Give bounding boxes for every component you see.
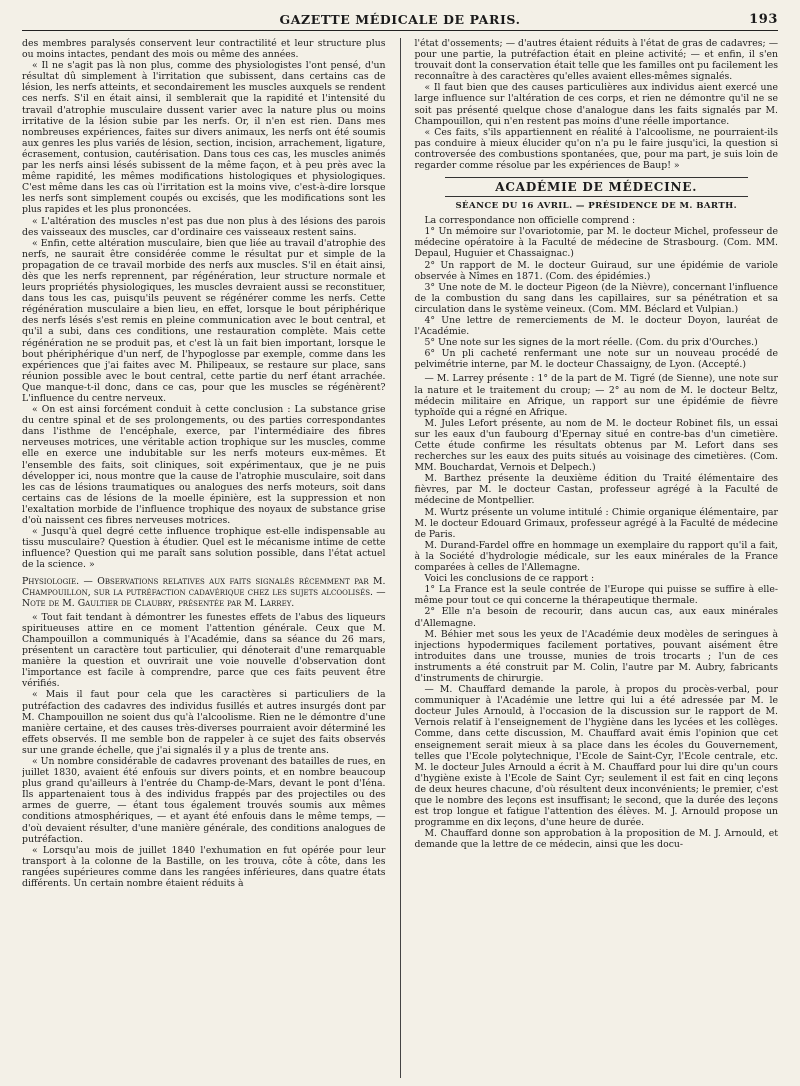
paragraph: M. Chauffard donne son approbation à la proposition de M. J. Arnould, et demande que la lettre de ce médecin, ainsi que les docu- xyxy=(414,828,778,851)
right-column xyxy=(411,38,779,1078)
paragraph: Voici les conclusions de ce rapport : xyxy=(424,573,595,585)
column-rule xyxy=(400,38,401,1078)
left-column xyxy=(22,38,390,1078)
paragraph: M. Jules Lefort présente, au nom de M. le docteur Robinet fils, un essai sur les eaux d'un faubourg d'Epernay situé en contre-bas d'un cimetière. Cette étude confirme les résultats obtenus par M. Lefort dans ses recherches sur les eaux des puits situés au voisinage des cimetières. (Com. MM. Bouchardat, Vernois et Delpech.) xyxy=(414,417,778,474)
paragraph: « Lorsqu'au mois de juillet 1840 l'exhumation en fut opérée pour leur transport à la colonne de la Bastille, on les trouva, côte à côte, dans les rangées supérieures comme dans les rangées inférieures, dans quatre états différents. Un certain nombre étaient réduits à xyxy=(22,844,386,890)
two-columns xyxy=(22,38,778,1078)
paragraph: « Mais il faut pour cela que les caractères si particuliers de la putréfaction des cadavres des individus fusillés et autres insurgés dont par M. Champouillon ne soient dus qu'à l'alcoolisme. Rien ne le démontre d'une manière certaine, et des causes très-diverses pourraient avoir déterminé les effets observés. Il me semble bon de rappeler à ce sujet des faits observés sur une grande échelle, que j'ai signalés il y a plus de trente ans. xyxy=(22,689,386,756)
physiology-heading xyxy=(22,576,386,609)
paragraph: « On est ainsi forcément conduit à cette conclusion : La substance grise du centre spinal et de ses prolongements, ou des parties correspondantes dans l'isthme de l'encéphale, exerce, par l'intermédiaire des fibres nerveuses motrices, une véritable action trophique sur les muscles, comme elle en exerce une indubitable sur les nerfs moteurs eux-mêmes. Et l'ensemble des faits, soit cliniques, soit expérimentaux, que je ne puis développer ici, nous montre que la cause de l'atrophie musculaire, soit dans les cas de lésions traumatiques ou analogues des nerfs moteurs, soit dans certains cas de lésions de la moelle épinière, est la suppression et non l'exaltation morbide de l'influence trophique des noyaux de substance grise d'où naissent ces fibres nerveuses motrices. xyxy=(22,404,386,527)
list-item: 5° Une note sur les signes de la mort réelle. (Com. du prix d'Ourches.) xyxy=(424,337,758,349)
list-item: 1° Un mémoire sur l'ovariotomie, par M. le docteur Michel, professeur de médecine opératoire à la Faculté de médecine de Strasbourg. (Com. MM. Depaul, Huguier et Chassaignac.) xyxy=(414,226,778,260)
paragraph: « Il ne s'agit pas là non plus, comme des physiologistes l'ont pensé, d'un résultat dû simplement à l'irritation que subissent, dans certains cas de lésion, les nerfs atteints, et secondairement les muscles auxquels se rendent ces nerfs. S'il en était ainsi, il semblerait que la rapidité et l'intensité du travail d'atrophie musculaire dussent varier avec la nature plus ou moins irritative de la lésion subie par les nerfs. Or, il n'en est rien. Dans mes nombreuses expériences, faites sur divers animaux, les nerfs ont été soumis aux genres les plus variés de lésion, section, incision, arrachement, ligature, écrasement, contusion, cautérisation. Dans tous ces cas, les muscles animés par les nerfs ainsi lésés subissent de la même façon, et à peu près avec la même rapidité, les mêmes modifications histologiques et physiologiques. C'est même dans les cas où l'irritation est la moins vive, c'est-à-dire lorsque les nerfs sont simplement coupés ou excisés, que les modifications sont les plus rapides et les plus prononcées. xyxy=(22,60,386,216)
journal-title: GAZETTE MÉDICALE DE PARIS. xyxy=(279,11,521,27)
paragraph: M. Wurtz présente un volume intitulé : Chimie organique élémentaire, par M. le docteur Edouard Grimaux, professeur agrégé à la Faculté de médecine de Paris. xyxy=(414,506,778,540)
paragraph: « Enfin, cette altération musculaire, bien que liée au travail d'atrophie des nerfs, ne saurait être considérée comme le résultat pur et simple de la propagation de ce travail morbide des nerfs aux muscles. S'il en était ainsi, dès que les nerfs reprennent, par régénération, leur structure normale et leurs propriétés physiologiques, les muscles devraient aussi se reconstituer, dans tous les cas, puisqu'ils peuvent se régénérer comme les nerfs. Cette régénération musculaire a bien lieu, en effet, lorsque le bout périphérique des nerfs lésés s'est remis en pleine communication avec le bout central, et qu'il a subi, dans ces conditions, une restauration complète. Mais cette régénération ne se produit pas, et c'est là un fait bien important, lorsque le bout phériphérique d'un nerf, de l'hypoglosse par exemple, comme dans les expériences que j'ai faites avec M. Philipeaux, se restaure sur place, sans réunion possible avec le bout central, cette partie du nerf étant arrachée. Que manque-t-il donc, dans ce cas, pour que les muscles se régénèrent? L'influence du centre nerveux. xyxy=(22,237,386,404)
paragraph: 1° La France est la seule contrée de l'Europe qui puisse se suffire à elle-même pour tout ce qui concerne la thérapeutique thermale. xyxy=(414,584,778,607)
paragraph: M. Béhier met sous les yeux de l'Académie deux modèles de seringues à injections hypodermiques facilement portatives, pouvant aisément être introduites dans une trousse, munies de trois trocarts ; l'un de ces instruments a été construit par M. Colin, l'autre par M. Aubry, fabricants d'instruments de chirurgie. xyxy=(414,628,778,684)
paragraph: l'état d'ossements; — d'autres étaient réduits à l'état de gras de cadavres; — pour une partie, la putréfaction était en pleine activité; — et enfin, il s'en trouvait dont la conservation était telle que les familles ont pu facilement les reconnaître à des caractères qu'elles avaient elles-mêmes signalés. xyxy=(414,38,778,83)
list-item: 6° Un pli cacheté renfermant une note sur un nouveau procédé de pelvimétrie interne, par M. le docteur Chassaigny, de Lyon. (Accepté.) xyxy=(414,348,778,371)
academy-heading: ACADÉMIE DE MÉDECINE. xyxy=(445,177,749,197)
paragraph: M. Durand-Fardel offre en hommage un exemplaire du rapport qu'il a fait, à la Société d'hydrologie médicale, sur les eaux minérales de la France comparées à celles de l'Allemagne. xyxy=(414,539,778,574)
paragraph: « Tout fait tendant à démontrer les funestes effets de l'abus des liqueurs spiritueuses attire en ce moment l'attention générale. Ceux que M. Champouillon a communiqués à l'Académie, dans sa séance du 26 mars, présentent un caractère tout particulier, qui dénoterait d'une remarquable manière la question et ouvrirait une voie nouvelle d'observation dont l'importance est facile à comprendre, parce que ces faits peuvent être vérifiés. xyxy=(22,611,386,690)
paragraph: des membres paralysés conservent leur contractilité et leur structure plus ou moins intactes, pendant des mois ou même des années. xyxy=(22,38,386,61)
paragraph: — M. Chauffard demande la parole, à propos du procès-verbal, pour communiquer à l'Académie une lettre qui lui a été adressée par M. le docteur Jules Arnould, à l'occasion de la discussion sur le rapport de M. Vernois relatif à l'enseignement de l'hygiène dans les lycées et les collèges. Comme, dans cette discussion, M. Chauffard avait émis l'opinion que cet enseignement serait mieux à sa place dans les écoles du Gouvernement, telles que l'Ecole polytechnique, l'Ecole de Saint-Cyr, l'Ecole centrale, etc. M. le docteur Jules Arnould a écrit à M. Chauffard pour lui dire qu'un cours d'hygiène existe à l'Ecole de Saint Cyr; seulement il est fait en cinq leçons de deux heures chacune, d'où résultent deux inconvénients; le premier, c'est que le nombre des leçons est insuffisant; le second, que la durée des leçons est trop longue et fatigue l'attention des élèves. M. J. Arnould propose un programme en dix leçons, d'une heure de durée. xyxy=(414,684,778,829)
paragraph: « Un nombre considérable de cadavres provenant des batailles de rues, en juillet 1830, avaient été enfouis sur divers points, et en nombre beaucoup plus grand qu'ailleurs à l'entrée du Champ-de-Mars, devant le pont d'Iéna. Ils appartenaient tous à des individus frappés par des projectiles ou des armes de guerre, — étant tous également trouvés soumis aux mêmes conditions atmosphériques, — et ayant été enfouis dans le même temps, — d'où devaient résulter, d'une manière générale, des conditions analogues de putréfaction. xyxy=(22,756,386,845)
paragraph: « L'altération des muscles n'est pas due non plus à des lésions des parois des vaisseaux des muscles, car d'ordinaire ces vaisseaux restent sains. xyxy=(22,215,386,238)
page-number: 193 xyxy=(749,11,778,27)
paragraph: M. Barthez présente la deuxième édition du Traité élémentaire des fièvres, par M. le docteur Castan, professeur agrégé à la Faculté de médecine de Montpellier. xyxy=(414,473,778,507)
paragraph: « Ces faits, s'ils appartiennent en réalité à l'alcoolisme, ne pourraient-ils pas conduire à mieux élucider qu'on n'a pu le faire jusqu'ici, la question si controversée des combustions spontanées, que, pour ma part, je suis loin de regarder comme résolue par les expériences de Baup! » xyxy=(414,126,778,172)
physiology-label: Physiologie. xyxy=(22,575,80,587)
list-item: 4° Une lettre de remerciements de M. le docteur Doyon, lauréat de l'Académie. xyxy=(414,314,778,338)
paragraph: « Il faut bien que des causes particulières aux individus aient exercé une large influence sur l'altération de ces corps, et rien ne démontre qu'il ne se soit pas présenté quelque chose d'analogue dans les faits signalés par M. Champouillon, qui n'en restent pas moins d'une réelle importance. xyxy=(414,82,778,127)
paragraph: — M. Larrey présente : 1° de la part de M. Tigré (de Sienne), une note sur la nature et le traitement du croup; — 2° au nom de M. le docteur Beltz, médecin militaire en Afrique, un rapport sur une épidémie de fièvre typhoïde qui a régné en Afrique. xyxy=(414,373,778,418)
list-item: 3° Une note de M. le docteur Pigeon (de la Nièvre), concernant l'influence de la combustion du sang dans les capillaires, sur sa pénétration et sa circulation dans le système veineux. (Com. MM. Béclard et Vulpian.) xyxy=(414,281,778,315)
physiology-title: — Observations relatives aux faits signalés récemment par M. Champouillon, sur la putréfaction cadavérique chez les sujets alcoolisés. — Note de M. Gaultier de Claubry, présentée par M. Larrey. xyxy=(22,575,386,609)
paragraph: 2° Elle n'a besoin de recourir, dans aucun cas, aux eaux minérales d'Allemagne. xyxy=(414,606,778,629)
correspondence-intro: La correspondance non officielle comprend : xyxy=(424,215,636,227)
session-line: SÉANCE DU 16 AVRIL. — PRÉSIDENCE DE M. BARTH. xyxy=(455,201,738,212)
list-item: 2° Un rapport de M. le docteur Guiraud, sur une épidémie de variole observée à Nîmes en 1871. (Com. des épidémies.) xyxy=(414,259,778,282)
paragraph: « Jusqu'à quel degré cette influence trophique est-elle indispensable au tissu musculaire? Question à étudier. Quel est le mécanisme intime de cette influence? Question qui me paraît sans solution possible, dans l'état actuel de la science. » xyxy=(22,526,386,571)
running-head xyxy=(22,8,778,31)
